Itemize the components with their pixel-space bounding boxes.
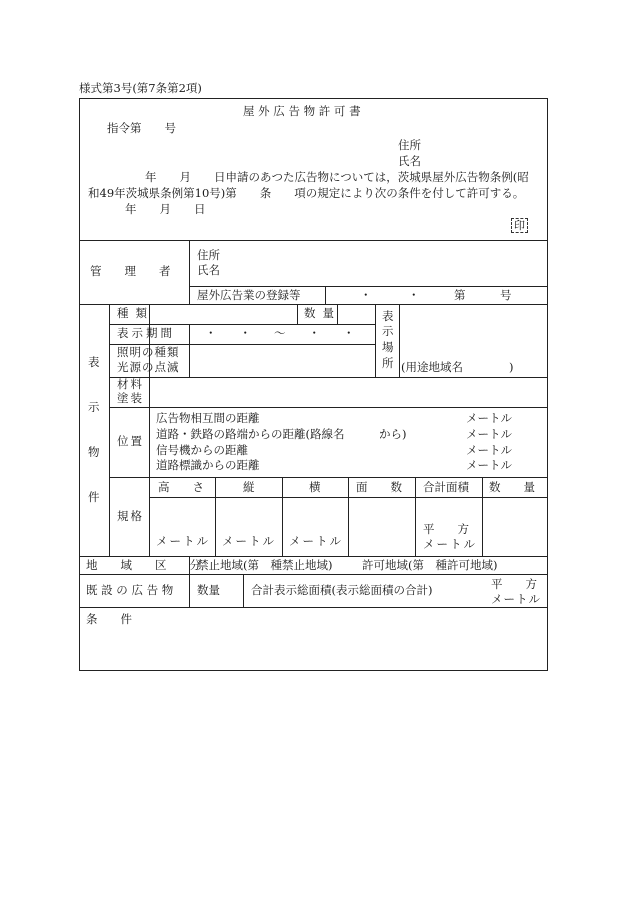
divider [325, 286, 326, 304]
divider [79, 240, 548, 241]
distance-unit: メートル [466, 411, 512, 425]
place-label-char: 示 [382, 324, 394, 338]
existing-area-unit: 平 方 [491, 577, 537, 591]
registration-dot: ・ [408, 288, 420, 302]
divider [415, 477, 416, 556]
spec-header-vertical: 縦 [243, 480, 255, 494]
divider [109, 304, 110, 556]
document-title: 屋 外 広 告 物 許 可 書 [243, 104, 361, 118]
area-unit: 平 方 [423, 522, 469, 536]
area-unit: メートル [423, 537, 477, 551]
permit-body-line-2: 和49年茨城県条例第10号)第 条 項の規定により次の条件を付して許可する。 [88, 186, 525, 200]
form-number-label: 様式第3号(第7条第2項) [79, 81, 202, 95]
spec-header-faces: 面 数 [356, 480, 402, 494]
place-label-char: 場 [382, 340, 394, 354]
registration-dot: ・ [360, 288, 372, 302]
spec-header-horizontal: 横 [309, 480, 321, 494]
permit-body-line-1: 年 月 日申請のあつた広告物については，茨城県屋外広告物条例(昭 [145, 170, 529, 184]
light-blink-label: 光源の点滅 [117, 360, 180, 374]
registration-label: 屋外広告業の登録等 [197, 288, 301, 302]
place-label-char: 所 [382, 356, 394, 370]
kind-label: 種類 [117, 306, 154, 320]
existing-total-area-label: 合計表示総面積(表示総面積の合計) [251, 583, 433, 597]
period-label: 表示期間 [117, 326, 175, 340]
existing-count-label: 数量 [197, 583, 220, 597]
manager-label: 管 理 者 [90, 264, 171, 278]
divider [375, 304, 376, 377]
coating-label: 塗装 [117, 391, 144, 405]
distance-label: 道路・鉄路の路端からの距離(路線名 から) [156, 427, 407, 441]
divider [482, 477, 483, 556]
permit-date: 年 月 日 [125, 202, 206, 216]
seal-mark: 印 [511, 218, 528, 233]
divider [282, 477, 283, 556]
distance-unit: メートル [466, 458, 512, 472]
place-label-char: 表 [382, 309, 394, 323]
divider [149, 304, 150, 556]
zone-label: 地 域 区 分 [86, 558, 201, 572]
display-item-char: 示 [88, 400, 100, 414]
divider [189, 240, 190, 304]
divider [79, 607, 548, 608]
material-label: 材料 [117, 377, 144, 391]
divider [348, 477, 349, 556]
conditions-label: 条 件 [86, 612, 132, 626]
existing-ads-label: 既 設 の 広 告 物 [86, 583, 174, 597]
spec-label: 規格 [117, 509, 144, 523]
quantity-label: 数量 [304, 306, 341, 320]
existing-area-unit: メートル [491, 592, 541, 606]
distance-unit: メートル [466, 443, 512, 457]
applicant-address-label: 住所 [398, 138, 421, 152]
use-zone-label: (用途地域名 ) [401, 360, 514, 374]
spec-header-total-area: 合計面積 [423, 480, 469, 494]
divider [79, 574, 548, 575]
divider [109, 377, 548, 378]
divider [399, 304, 400, 377]
spec-header-height: 高 さ [158, 480, 204, 494]
display-item-char: 件 [88, 490, 100, 504]
position-label: 位置 [117, 434, 144, 448]
distance-label: 道路標識からの距離 [156, 458, 260, 472]
divider [243, 574, 244, 607]
divider [215, 477, 216, 556]
manager-address-label: 住所 [197, 248, 220, 262]
display-item-char: 物 [88, 445, 100, 459]
lighting-kind-label: 照明の種類 [117, 345, 180, 359]
distance-label: 信号機からの距離 [156, 443, 248, 457]
permitted-zone: 許可地域(第 種許可地域) [362, 558, 498, 572]
vertical-unit: メートル [222, 534, 276, 548]
spec-header-quantity: 数 量 [489, 480, 535, 494]
divider [189, 324, 190, 377]
display-item-char: 表 [88, 355, 100, 369]
registration-number: 第 号 [454, 288, 512, 302]
distance-unit: メートル [466, 427, 512, 441]
height-unit: メートル [156, 534, 210, 548]
divider [297, 304, 298, 324]
divider [79, 556, 548, 557]
forbidden-zone: 禁止地域(第 種禁止地域) [197, 558, 333, 572]
divider [189, 286, 548, 287]
applicant-name-label: 氏名 [398, 154, 421, 168]
order-number: 指令第 号 [107, 121, 176, 135]
distance-label: 広告物相互間の距離 [156, 411, 260, 425]
manager-name-label: 氏名 [197, 263, 220, 277]
divider [109, 407, 548, 408]
period-value: ・ ・ 〜 ・ ・ [205, 326, 355, 340]
horizontal-unit: メートル [289, 534, 343, 548]
